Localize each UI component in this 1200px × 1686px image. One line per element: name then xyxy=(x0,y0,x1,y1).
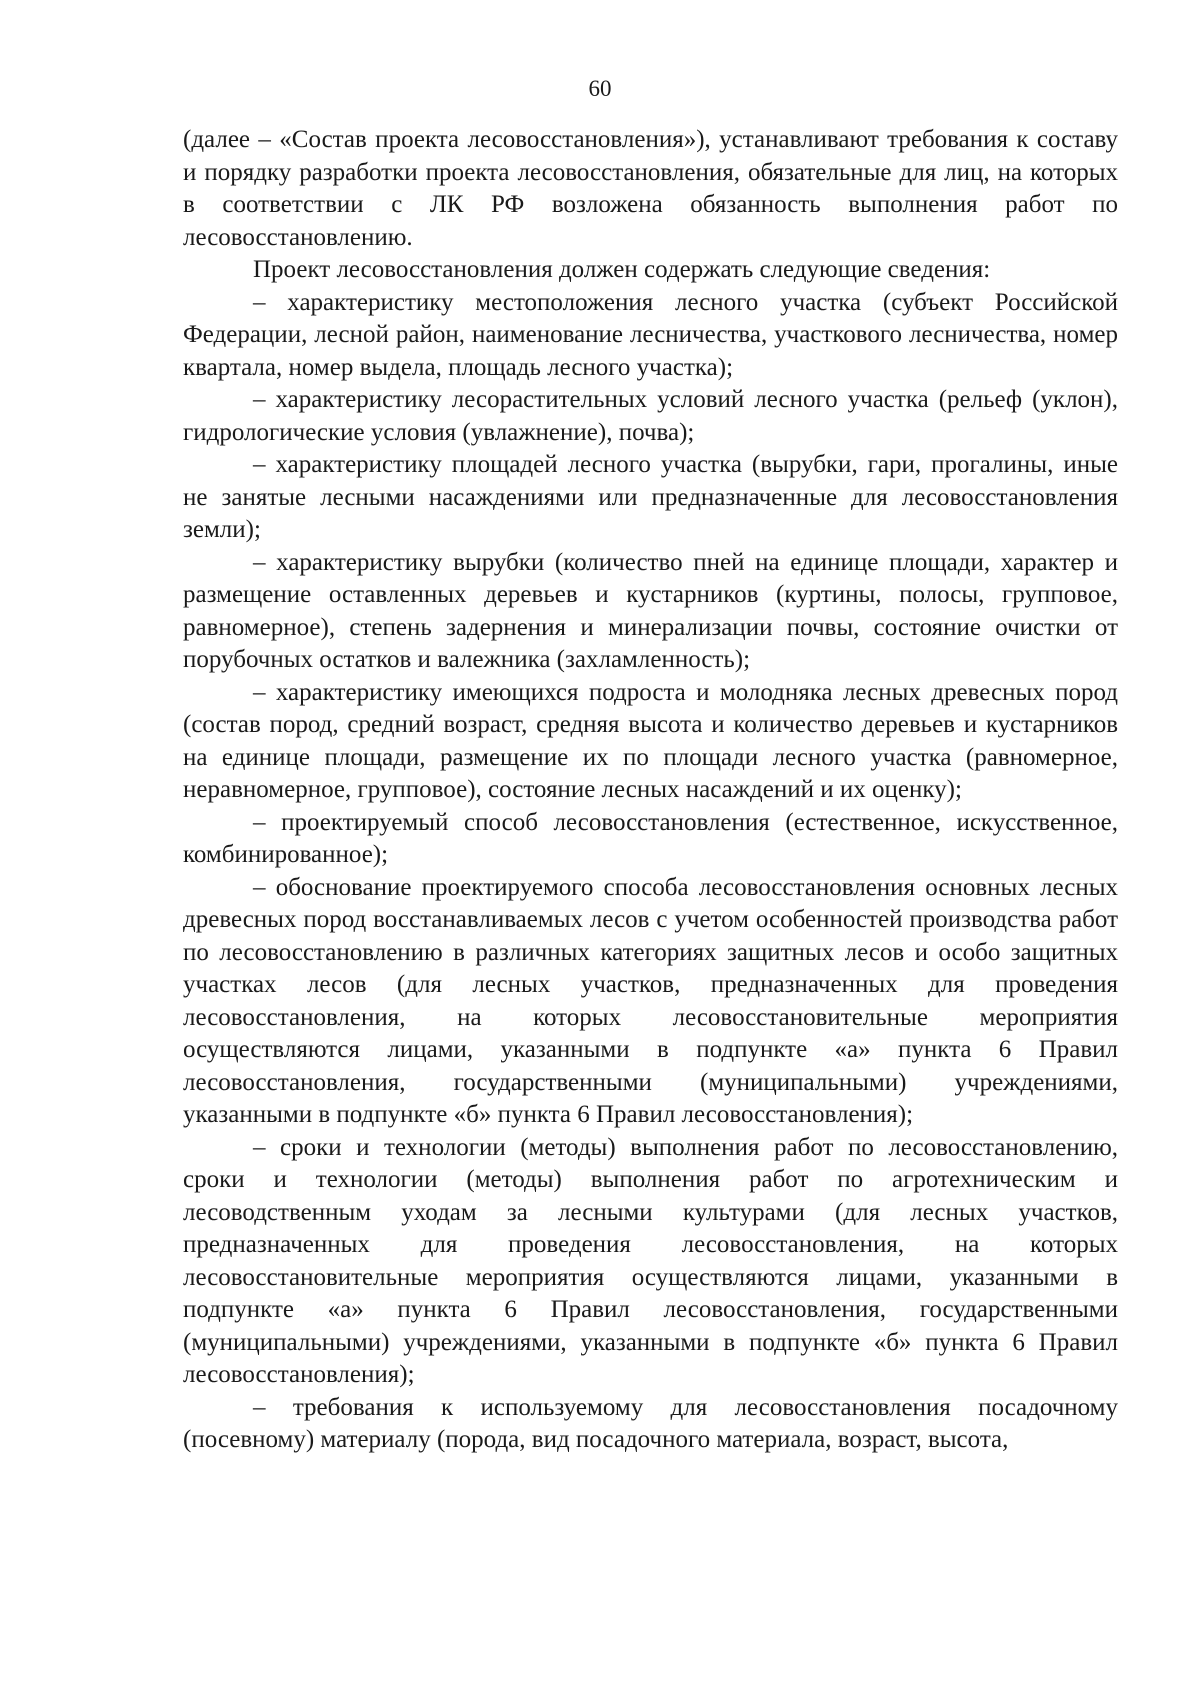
page-number: 60 xyxy=(588,76,612,101)
list-item: – требования к используемому для лесовосстановления посадочному (посевному) материалу (порода, вид посадочного материала, возраст, высота, xyxy=(183,1393,1118,1453)
list-item: – характеристику имеющихся подроста и молодняка лесных древесных пород (состав пород, средний возраст, средняя высота и количество деревьев и кустарников на единице площади, размещение их по площади лесного участка (равномерное, неравномерное, групповое), состояние лесных насаждений и их оценку); xyxy=(183,678,1118,803)
paragraph-lead: Проект лесовосстановления должен содержать следующие сведения: xyxy=(253,256,991,283)
list-item: – характеристику вырубки (количество пней на единице площади, характер и размещение оставленных деревьев и кустарников (куртины, полосы, групповое, равномерное), степень задернения и минерализации почвы, состояние очистки от порубочных остатков и валежника (захламленность); xyxy=(183,548,1118,673)
list-item: – сроки и технологии (методы) выполнения работ по лесовосстановлению, сроки и технологии (методы) выполнения работ по агротехническим и лесоводственным уходам за лесными культурами (для лесных участков, предназначенных для проведения лесовосстановления, на которых лесовосстановительные мероприятия осуществляются лицами, указанными в подпункте «а» пункта 6 Правил лесовосстановления, государственными (муниципальными) учреждениями, указанными в подпункте «б» пункта 6 Правил лесовосстановления); xyxy=(183,1133,1118,1388)
document-body xyxy=(183,124,1118,1457)
list-item: – характеристику площадей лесного участка (вырубки, гари, прогалины, иные не занятые лесными насаждениями или предназначенные для лесовосстановления земли); xyxy=(183,451,1118,543)
paragraph-intro-continuation: (далее – «Состав проекта лесовосстановления»), устанавливают требования к составу и порядку разработки проекта лесовосстановления, обязательные для лиц, на которых в соответствии с ЛК РФ возложена обязанность выполнения работ по лесовосстановлению. xyxy=(183,126,1118,251)
list-item: – проектируемый способ лесовосстановления (естественное, искусственное, комбинированное); xyxy=(183,808,1118,868)
list-item: – характеристику местоположения лесного участка (субъект Российской Федерации, лесной район, наименование лесничества, участкового лесничества, номер квартала, номер выдела, площадь лесного участка); xyxy=(183,288,1118,381)
list-item: – характеристику лесорастительных условий лесного участка (рельеф (уклон), гидрологические условия (увлажнение), почва); xyxy=(183,386,1118,446)
list-item: – обоснование проектируемого способа лесовосстановления основных лесных древесных пород восстанавливаемых лесов с учетом особенностей производства работ по лесовосстановлению в различных категориях защитных лесов и особо защитных участках лесов (для лесных участков, предназначенных для проведения лесовосстановления, на которых лесовосстановительные мероприятия осуществляются лицами, указанными в подпункте «а» пункта 6 Правил лесовосстановления, государственными (муниципальными) учреждениями, указанными в подпункте «б» пункта 6 Правил лесовосстановления); xyxy=(183,873,1118,1128)
